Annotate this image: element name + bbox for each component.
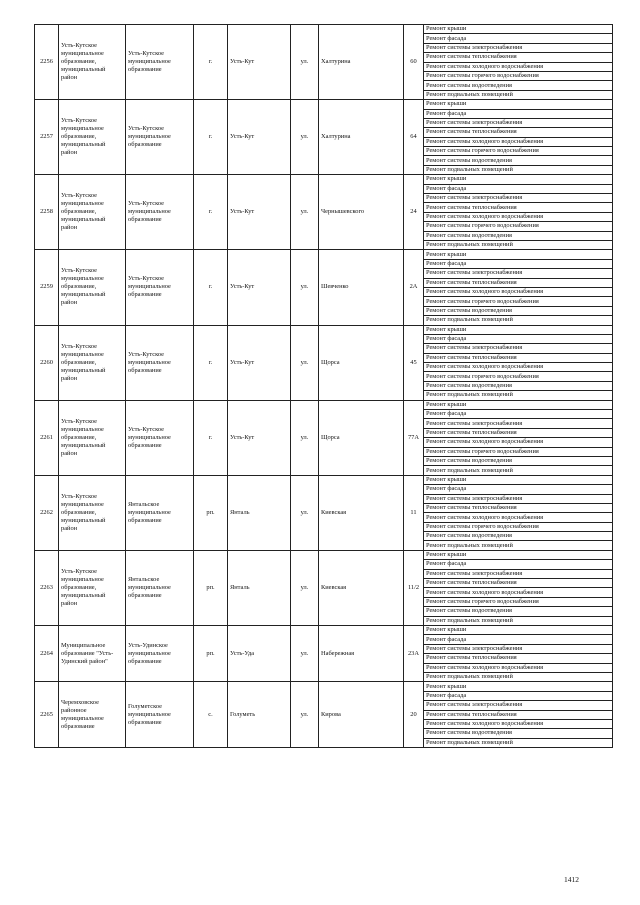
street-name-cell: Халтурина xyxy=(319,25,404,100)
work-type-cell: Ремонт системы водоотведения xyxy=(424,532,613,541)
work-type-cell: Ремонт подвальных помещений xyxy=(424,316,613,325)
work-type-cell: Ремонт системы электроснабжения xyxy=(424,194,613,203)
table-row xyxy=(35,626,613,635)
work-type-cell: Ремонт фасада xyxy=(424,410,613,419)
work-type-cell: Ремонт крыши xyxy=(424,25,613,34)
work-type-cell: Ремонт системы электроснабжения xyxy=(424,269,613,278)
settlement-type-cell: г. xyxy=(194,175,228,250)
row-number: 2256 xyxy=(35,25,59,100)
work-type-cell: Ремонт подвальных помещений xyxy=(424,240,613,249)
work-type-cell: Ремонт системы холодного водоснабжения xyxy=(424,663,613,672)
work-type-cell: Ремонт подвальных помещений xyxy=(424,616,613,625)
house-number-cell: 77А xyxy=(404,400,424,475)
house-number-cell: 11 xyxy=(404,475,424,550)
settlement-mo-cell: Усть-Кутское муниципальное образование xyxy=(126,400,194,475)
row-number: 2264 xyxy=(35,626,59,682)
work-type-cell: Ремонт системы теплоснабжения xyxy=(424,128,613,137)
table-row xyxy=(35,475,613,484)
street-type-cell: ул. xyxy=(291,100,319,175)
municipality-cell: Усть-Кутское муниципальное образование, муниципальный район xyxy=(59,100,126,175)
work-type-cell: Ремонт крыши xyxy=(424,475,613,484)
street-type-cell: ул. xyxy=(291,550,319,625)
table-row xyxy=(35,682,613,691)
municipality-cell: Усть-Кутское муниципальное образование, муниципальный район xyxy=(59,175,126,250)
settlement-mo-cell: Усть-Кутское муниципальное образование xyxy=(126,250,194,325)
settlement-type-cell: с. xyxy=(194,682,228,748)
work-type-cell: Ремонт подвальных помещений xyxy=(424,90,613,99)
house-number-cell: 24 xyxy=(404,175,424,250)
row-number: 2257 xyxy=(35,100,59,175)
work-type-cell: Ремонт системы холодного водоснабжения xyxy=(424,719,613,728)
work-type-cell: Ремонт системы водоотведения xyxy=(424,306,613,315)
work-type-cell: Ремонт подвальных помещений xyxy=(424,466,613,475)
settlement-mo-cell: Янтальское муниципальное образование xyxy=(126,550,194,625)
work-type-cell: Ремонт системы горячего водоснабжения xyxy=(424,222,613,231)
settlement-name-cell: Усть-Уда xyxy=(228,626,291,682)
street-name-cell: Киевская xyxy=(319,475,404,550)
settlement-mo-cell: Усть-Кутское муниципальное образование xyxy=(126,100,194,175)
settlement-type-cell: г. xyxy=(194,400,228,475)
work-type-cell: Ремонт системы водоотведения xyxy=(424,607,613,616)
settlement-mo-cell: Усть-Кутское муниципальное образование xyxy=(126,325,194,400)
house-number-cell: 23А xyxy=(404,626,424,682)
repair-registry-table xyxy=(34,24,613,748)
street-type-cell: ул. xyxy=(291,25,319,100)
settlement-mo-cell: Янтальское муниципальное образование xyxy=(126,475,194,550)
settlement-name-cell: Усть-Кут xyxy=(228,400,291,475)
work-type-cell: Ремонт системы электроснабжения xyxy=(424,494,613,503)
table-row xyxy=(35,100,613,109)
work-type-cell: Ремонт фасада xyxy=(424,560,613,569)
settlement-mo-cell: Голуметское муниципальное образование xyxy=(126,682,194,748)
work-type-cell: Ремонт крыши xyxy=(424,175,613,184)
settlement-type-cell: рп. xyxy=(194,475,228,550)
work-type-cell: Ремонт системы теплоснабжения xyxy=(424,53,613,62)
work-type-cell: Ремонт системы горячего водоснабжения xyxy=(424,147,613,156)
street-type-cell: ул. xyxy=(291,325,319,400)
street-name-cell: Шевченко xyxy=(319,250,404,325)
work-type-cell: Ремонт системы водоотведения xyxy=(424,81,613,90)
row-number: 2258 xyxy=(35,175,59,250)
settlement-mo-cell: Усть-Кутское муниципальное образование xyxy=(126,25,194,100)
work-type-cell: Ремонт системы холодного водоснабжения xyxy=(424,137,613,146)
municipality-cell: Усть-Кутское муниципальное образование, муниципальный район xyxy=(59,400,126,475)
work-type-cell: Ремонт фасада xyxy=(424,109,613,118)
street-type-cell: ул. xyxy=(291,475,319,550)
work-type-cell: Ремонт крыши xyxy=(424,250,613,259)
work-type-cell: Ремонт системы холодного водоснабжения xyxy=(424,212,613,221)
work-type-cell: Ремонт системы водоотведения xyxy=(424,156,613,165)
street-name-cell: Киевская xyxy=(319,550,404,625)
work-type-cell: Ремонт системы горячего водоснабжения xyxy=(424,297,613,306)
work-type-cell: Ремонт фасада xyxy=(424,259,613,268)
work-type-cell: Ремонт системы горячего водоснабжения xyxy=(424,522,613,531)
house-number-cell: 20 xyxy=(404,682,424,748)
row-number: 2259 xyxy=(35,250,59,325)
settlement-mo-cell: Усть-Кутское муниципальное образование xyxy=(126,175,194,250)
municipality-cell: Усть-Кутское муниципальное образование, муниципальный район xyxy=(59,550,126,625)
settlement-name-cell: Голуметь xyxy=(228,682,291,748)
table-row xyxy=(35,175,613,184)
house-number-cell: 60 xyxy=(404,25,424,100)
work-type-cell: Ремонт системы горячего водоснабжения xyxy=(424,447,613,456)
work-type-cell: Ремонт подвальных помещений xyxy=(424,672,613,681)
work-type-cell: Ремонт системы горячего водоснабжения xyxy=(424,372,613,381)
settlement-name-cell: Усть-Кут xyxy=(228,25,291,100)
work-type-cell: Ремонт системы водоотведения xyxy=(424,231,613,240)
work-type-cell: Ремонт фасада xyxy=(424,184,613,193)
street-name-cell: Халтурина xyxy=(319,100,404,175)
street-type-cell: ул. xyxy=(291,175,319,250)
work-type-cell: Ремонт системы водоотведения xyxy=(424,381,613,390)
street-type-cell: ул. xyxy=(291,626,319,682)
settlement-name-cell: Усть-Кут xyxy=(228,325,291,400)
work-type-cell: Ремонт подвальных помещений xyxy=(424,541,613,550)
work-type-cell: Ремонт системы теплоснабжения xyxy=(424,203,613,212)
work-type-cell: Ремонт системы горячего водоснабжения xyxy=(424,71,613,80)
street-type-cell: ул. xyxy=(291,682,319,748)
street-type-cell: ул. xyxy=(291,400,319,475)
street-name-cell: Кирова xyxy=(319,682,404,748)
settlement-type-cell: рп. xyxy=(194,550,228,625)
work-type-cell: Ремонт крыши xyxy=(424,550,613,559)
settlement-name-cell: Усть-Кут xyxy=(228,250,291,325)
work-type-cell: Ремонт системы водоотведения xyxy=(424,729,613,738)
work-type-cell: Ремонт системы водоотведения xyxy=(424,456,613,465)
table-row xyxy=(35,325,613,334)
table-row xyxy=(35,250,613,259)
work-type-cell: Ремонт системы холодного водоснабжения xyxy=(424,287,613,296)
work-type-cell: Ремонт системы электроснабжения xyxy=(424,701,613,710)
municipality-cell: Усть-Кутское муниципальное образование, муниципальный район xyxy=(59,25,126,100)
settlement-type-cell: г. xyxy=(194,100,228,175)
work-type-cell: Ремонт системы горячего водоснабжения xyxy=(424,597,613,606)
house-number-cell: 11/2 xyxy=(404,550,424,625)
work-type-cell: Ремонт фасада xyxy=(424,34,613,43)
street-name-cell: Набережная xyxy=(319,626,404,682)
work-type-cell: Ремонт системы холодного водоснабжения xyxy=(424,513,613,522)
settlement-type-cell: рп. xyxy=(194,626,228,682)
work-type-cell: Ремонт системы теплоснабжения xyxy=(424,579,613,588)
page-number: 1412 xyxy=(564,875,579,884)
municipality-cell: Усть-Кутское муниципальное образование, муниципальный район xyxy=(59,475,126,550)
row-number: 2262 xyxy=(35,475,59,550)
work-type-cell: Ремонт системы теплоснабжения xyxy=(424,428,613,437)
work-type-cell: Ремонт фасада xyxy=(424,691,613,700)
settlement-type-cell: г. xyxy=(194,250,228,325)
work-type-cell: Ремонт системы электроснабжения xyxy=(424,344,613,353)
row-number: 2265 xyxy=(35,682,59,748)
work-type-cell: Ремонт системы электроснабжения xyxy=(424,644,613,653)
street-type-cell: ул. xyxy=(291,250,319,325)
work-type-cell: Ремонт системы электроснабжения xyxy=(424,569,613,578)
work-type-cell: Ремонт системы электроснабжения xyxy=(424,419,613,428)
settlement-name-cell: Янталь xyxy=(228,550,291,625)
work-type-cell: Ремонт системы электроснабжения xyxy=(424,43,613,52)
settlement-name-cell: Усть-Кут xyxy=(228,175,291,250)
work-type-cell: Ремонт системы теплоснабжения xyxy=(424,503,613,512)
table-row xyxy=(35,550,613,559)
work-type-cell: Ремонт крыши xyxy=(424,400,613,409)
work-type-cell: Ремонт системы холодного водоснабжения xyxy=(424,438,613,447)
row-number: 2261 xyxy=(35,400,59,475)
street-name-cell: Щорса xyxy=(319,325,404,400)
municipality-cell: Черемховское районное муниципальное образование xyxy=(59,682,126,748)
work-type-cell: Ремонт системы теплоснабжения xyxy=(424,710,613,719)
work-type-cell: Ремонт крыши xyxy=(424,626,613,635)
row-number: 2260 xyxy=(35,325,59,400)
work-type-cell: Ремонт крыши xyxy=(424,682,613,691)
work-type-cell: Ремонт крыши xyxy=(424,100,613,109)
work-type-cell: Ремонт системы электроснабжения xyxy=(424,118,613,127)
house-number-cell: 64 xyxy=(404,100,424,175)
house-number-cell: 2А xyxy=(404,250,424,325)
house-number-cell: 45 xyxy=(404,325,424,400)
work-type-cell: Ремонт фасада xyxy=(424,334,613,343)
settlement-name-cell: Янталь xyxy=(228,475,291,550)
work-type-cell: Ремонт системы теплоснабжения xyxy=(424,654,613,663)
table-row xyxy=(35,400,613,409)
work-type-cell: Ремонт крыши xyxy=(424,325,613,334)
municipality-cell: Усть-Кутское муниципальное образование, муниципальный район xyxy=(59,250,126,325)
work-type-cell: Ремонт подвальных помещений xyxy=(424,165,613,174)
settlement-name-cell: Усть-Кут xyxy=(228,100,291,175)
work-type-cell: Ремонт фасада xyxy=(424,635,613,644)
work-type-cell: Ремонт фасада xyxy=(424,485,613,494)
work-type-cell: Ремонт системы холодного водоснабжения xyxy=(424,588,613,597)
row-number: 2263 xyxy=(35,550,59,625)
street-name-cell: Чернышевского xyxy=(319,175,404,250)
municipality-cell: Усть-Кутское муниципальное образование, муниципальный район xyxy=(59,325,126,400)
settlement-type-cell: г. xyxy=(194,325,228,400)
street-name-cell: Щорса xyxy=(319,400,404,475)
work-type-cell: Ремонт системы теплоснабжения xyxy=(424,278,613,287)
municipality-cell: Муниципальное образование "Усть-Удинский район" xyxy=(59,626,126,682)
settlement-type-cell: г. xyxy=(194,25,228,100)
work-type-cell: Ремонт системы холодного водоснабжения xyxy=(424,363,613,372)
settlement-mo-cell: Усть-Удинское муниципальное образование xyxy=(126,626,194,682)
table-row xyxy=(35,25,613,34)
work-type-cell: Ремонт системы холодного водоснабжения xyxy=(424,62,613,71)
work-type-cell: Ремонт подвальных помещений xyxy=(424,391,613,400)
table-body xyxy=(35,25,613,748)
work-type-cell: Ремонт подвальных помещений xyxy=(424,738,613,747)
work-type-cell: Ремонт системы теплоснабжения xyxy=(424,353,613,362)
